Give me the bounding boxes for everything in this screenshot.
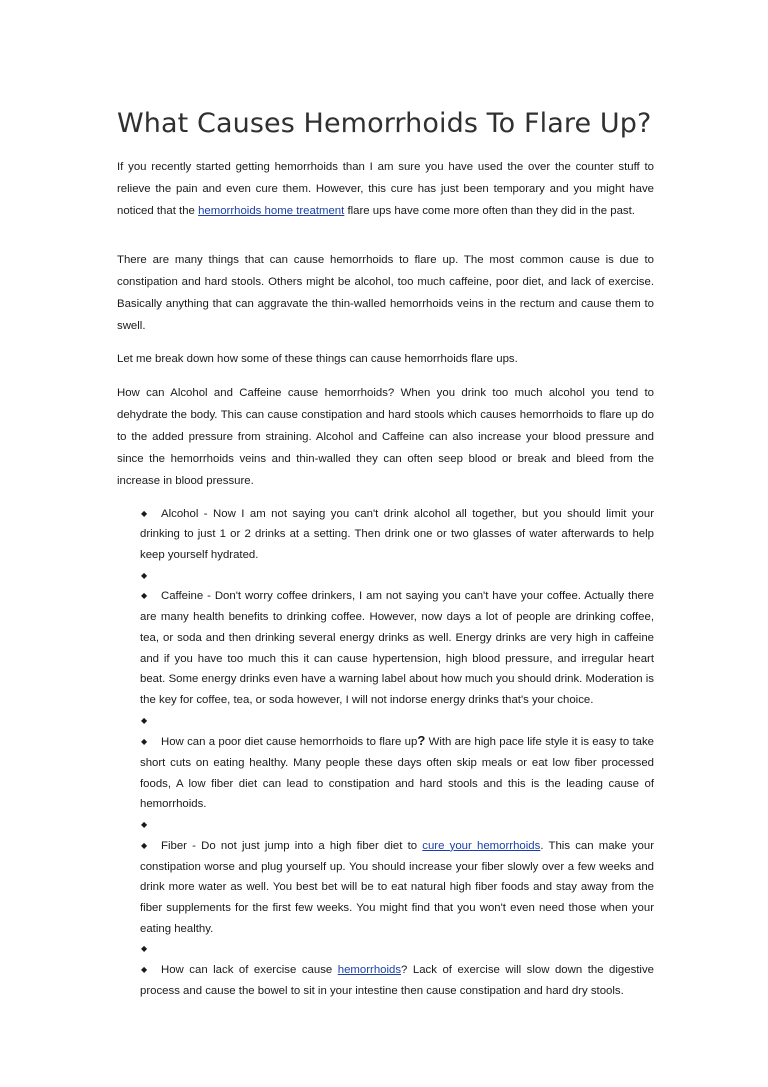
hemorrhoids-home-treatment-link[interactable]: hemorrhoids home treatment <box>198 205 345 218</box>
diet-question-mark: ? <box>417 733 426 749</box>
intro-text-after: flare ups have come more often than they did in the past. <box>344 205 635 218</box>
list-item-empty <box>140 815 654 836</box>
diamond-bullet-icon: ◆ <box>141 570 148 580</box>
diamond-bullet-icon: ◆ <box>141 944 148 954</box>
document-page <box>117 104 654 1001</box>
diamond-bullet-icon: ◆ <box>141 591 148 601</box>
caffeine-text: Caffeine - Don't worry coffee drinkers, I am not saying you can't have your coffee. Actually there are many health benefits to drinking coffee. However, now days a lot of people are drinking coffee, tea, or soda and then drinking several energy drinks as well. Energy drinks are very high in caffeine and if you have too much this it can cause hypertension, high blood pressure, and irregular heart beat. Some energy drinks even have a warning label about how much you should drink. Moderation is the key for coffee, tea, or soda however, I will not indorse energy drinks that's your choice. <box>140 590 654 706</box>
fiber-text-before: Fiber - Do not just jump into a high fiber diet to <box>161 839 423 852</box>
list-item-fiber <box>140 836 654 940</box>
exercise-text-after: ? Lack of exercise will slow down the digestive process and cause the bowel to sit in your intestine then cause constipation and hard dry stools. <box>140 964 654 997</box>
diamond-bullet-icon: ◆ <box>141 820 148 830</box>
alcohol-text: Alcohol - Now I am not saying you can't drink alcohol all together, but you should limit your drinking to just 1 or 2 drinks at a setting. Then drink one or two glasses of water afterwards to help keep yourself hydrated. <box>140 507 654 562</box>
hemorrhoids-link[interactable]: hemorrhoids <box>337 964 402 977</box>
list-item-caffeine <box>140 586 654 710</box>
list-item-empty <box>140 711 654 732</box>
diamond-bullet-icon: ◆ <box>141 737 148 747</box>
page-title: What Causes Hemorrhoids To Flare Up? <box>117 108 652 139</box>
diamond-bullet-icon: ◆ <box>141 715 148 725</box>
diet-text-before: How can a poor diet cause hemorrhoids to flare up <box>161 736 418 749</box>
diamond-bullet-icon: ◆ <box>141 965 148 975</box>
intro-text-before: If you recently started getting hemorrhoids than I am sure you have used the over the counter stuff to relieve the pain and even cure them. However, this cure has just been temporary and you might have noticed that the <box>117 161 654 218</box>
causes-list <box>117 504 654 1002</box>
list-item-empty <box>140 939 654 960</box>
cure-your-hemorrhoids-link[interactable]: cure your hemorrhoids <box>422 839 541 852</box>
diamond-bullet-icon: ◆ <box>141 508 148 518</box>
diamond-bullet-icon: ◆ <box>141 840 148 850</box>
intro-paragraph <box>117 156 654 223</box>
list-item-empty <box>140 566 654 587</box>
breakdown-paragraph: Let me break down how some of these things can cause hemorrhoids flare ups. <box>117 353 518 366</box>
causes-paragraph: There are many things that can cause hemorrhoids to flare up. The most common cause is due to constipation and hard stools. Others might be alcohol, too much caffeine, poor diet, and lack of exercise. Basically anything that can aggravate the thin-walled hemorrhoids veins in the rectum and cause them to swell. <box>117 253 654 333</box>
list-item-alcohol <box>140 504 654 566</box>
diet-text-after: With are high pace life style it is easy to take short cuts on eating healthy. Many people these days often skip meals or eat low fiber processed foods, A low fiber diet can lead to constipation and hard stools and this is the leading cause of hemorrhoids. <box>140 736 654 811</box>
exercise-text-before: How can lack of exercise cause <box>161 964 338 977</box>
list-item-exercise <box>140 960 654 1001</box>
alcohol-caffeine-paragraph: How can Alcohol and Caffeine cause hemorrhoids? When you drink too much alcohol you tend to dehydrate the body. This can cause constipation and hard stools which causes hemorrhoids to flare up do to the added pressure from straining. Alcohol and Caffeine can also increase your blood pressure and since the hemorrhoids veins and thin-walled they can often seep blood or break and bleed from the increase in blood pressure. <box>117 386 654 488</box>
fiber-text-after: . This can make your constipation worse and plug yourself up. You should increase your fiber slowly over a few weeks and drink more water as well. You best bet will be to eat natural high fiber foods and stay away from the fiber supplements for the first few weeks. You might find that you won't even need those when your eating healthy. <box>140 839 655 935</box>
list-item-poor-diet <box>140 731 654 815</box>
